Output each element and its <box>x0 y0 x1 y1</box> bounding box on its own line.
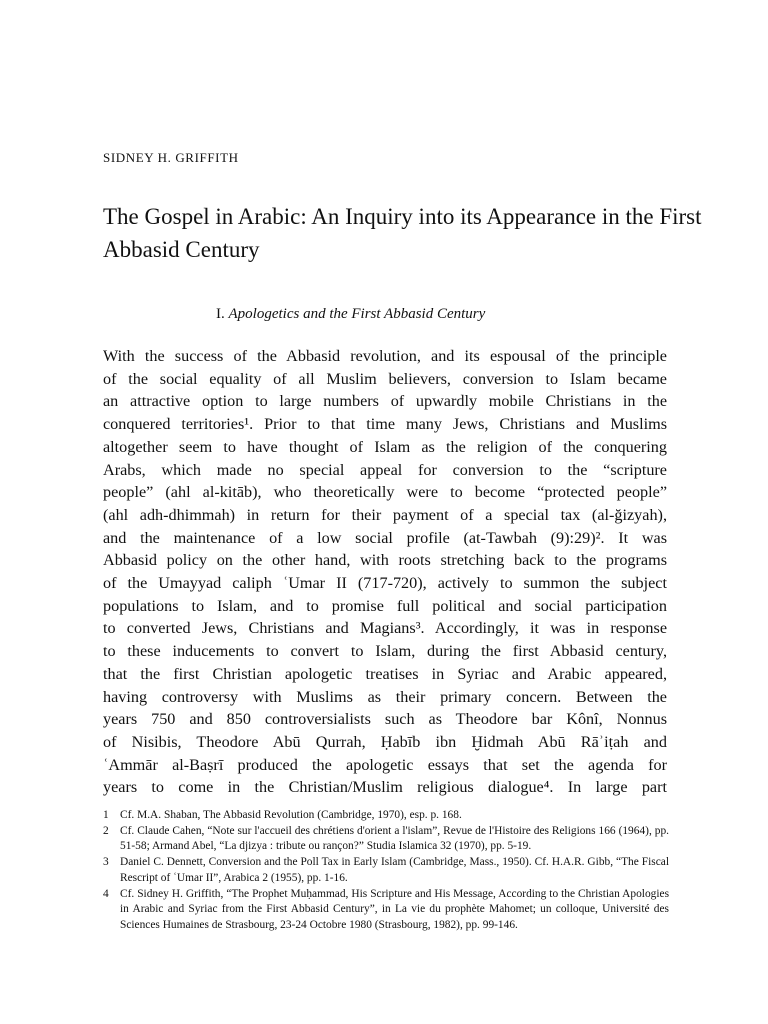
body-line: to these inducements to convert to Islam, during the first Abbasid century, <box>103 642 667 661</box>
body-line: of the Umayyad caliph ʿUmar II (717-720), actively to summon the subject <box>103 574 667 593</box>
footnote-1 <box>103 808 669 824</box>
body-paragraph <box>103 345 667 799</box>
footnotes <box>103 808 669 934</box>
body-line: conquered territories¹. Prior to that time many Jews, Christians and Muslims <box>103 415 667 434</box>
footnote-number: 2 <box>103 824 109 837</box>
footnote-number: 1 <box>103 809 109 821</box>
body-line: (ahl adh-dhimmah) in return for their payment of a special tax (al-ğizyah), <box>103 505 667 524</box>
body-line: and the maintenance of a low social profile (at-Tawbah (9):29)². It was <box>103 528 667 547</box>
footnote-2 <box>103 824 669 855</box>
author-name: SIDNEY H. GRIFFITH <box>103 150 239 165</box>
body-line: years 750 and 850 controversialists such as Theodore bar Kônî, Nonnus <box>103 710 667 729</box>
body-line: having controversy with Muslims as their primary concern. Between the <box>103 687 667 706</box>
footnote-number: 3 <box>103 856 109 869</box>
body-line: to converted Jews, Christians and Magians³. Accordingly, it was in response <box>103 619 667 638</box>
body-line: Abbasid policy on the other hand, with roots stretching back to the programs <box>103 551 667 570</box>
body-line: that the first Christian apologetic treatises in Syriac and Arabic appeared, <box>103 664 667 683</box>
footnote-text: Cf. Claude Cahen, “Note sur l'accueil des chrétiens d'orient a l'islam”, Revue de l'Histoire des Religions 166 (1964), pp. 51-58; Armand Abel, “La djizya : tribute ou rançon?” Studia Islamica 32 (1970), pp. 5-19. <box>120 824 669 853</box>
body-line: of Nisibis, Theodore Abū Qurrah, Ḥabīb ibn Ḫidmah Abū Rāʾiṭah and <box>103 732 667 751</box>
body-line: years to come in the Christian/Muslim religious dialogue⁴. In large part <box>103 778 667 797</box>
body-line: Arabs, which made no special appeal for conversion to the “scripture <box>103 460 667 479</box>
footnote-3 <box>103 855 669 886</box>
section-heading <box>216 306 485 323</box>
footnote-text: Cf. M.A. Shaban, The Abbasid Revolution (Cambridge, 1970), esp. p. 168. <box>120 809 462 821</box>
body-line: altogether seem to have thought of Islam as the religion of the conquering <box>103 437 667 456</box>
section-number: I. <box>216 306 225 322</box>
body-line: people” (ahl al-kitāb), who theoretically were to become “protected people” <box>103 483 667 502</box>
section-title: Apologetics and the First Abbasid Century <box>228 306 486 322</box>
body-line: of the social equality of all Muslim believers, conversion to Islam became <box>103 369 667 388</box>
body-line: populations to Islam, and to promise full political and social participation <box>103 596 667 615</box>
footnote-number: 4 <box>103 887 109 900</box>
footnote-4 <box>103 887 669 934</box>
body-line: ʿAmmār al-Baṣrī produced the apologetic essays that set the agenda for <box>103 755 667 774</box>
footnote-text: Cf. Sidney H. Griffith, “The Prophet Muḥammad, His Scripture and His Message, According to the Christian Apologies in Arabic and Syriac from the First Abbasid Century”, in La vie du prophète Mahomet; un colloque, Université des Sciences Humaines de Strasbourg, 23-24 Octobre 1980 (Strasbourg, 1982), pp. 99-146. <box>120 887 669 931</box>
footnote-text: Daniel C. Dennett, Conversion and the Poll Tax in Early Islam (Cambridge, Mass., 1950). Cf. H.A.R. Gibb, “The Fiscal Rescript of ʿUmar II”, Arabica 2 (1955), pp. 1-16. <box>120 856 669 884</box>
body-line: an attractive option to large numbers of upwardly mobile Christians in the <box>103 392 667 411</box>
body-line: With the success of the Abbasid revolution, and its espousal of the principle <box>103 347 667 365</box>
article-title: The Gospel in Arabic: An Inquiry into its Appearance in the First Abbasid Century <box>103 204 702 262</box>
